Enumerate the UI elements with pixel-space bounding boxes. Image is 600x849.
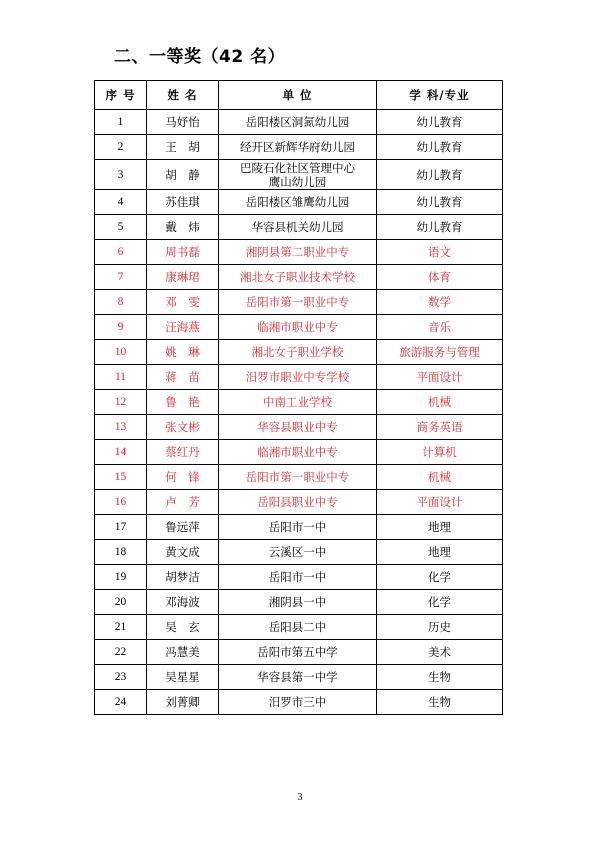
row-subject: 美术 — [377, 640, 503, 665]
row-unit: 湘北女子职业技术学校 — [219, 265, 377, 290]
table-row — [95, 265, 503, 290]
row-number: 12 — [95, 390, 147, 415]
row-unit: 临湘市职业中专 — [219, 440, 377, 465]
row-number: 15 — [95, 465, 147, 490]
row-unit: 湘阴县一中 — [219, 590, 377, 615]
row-name: 胡梦洁 — [147, 565, 219, 590]
table-header-row — [95, 81, 503, 110]
row-subject: 机械 — [377, 465, 503, 490]
row-subject: 旅游服务与管理 — [377, 340, 503, 365]
row-unit — [219, 160, 377, 190]
table-row — [95, 340, 503, 365]
row-subject: 历史 — [377, 615, 503, 640]
row-subject: 音乐 — [377, 315, 503, 340]
row-subject: 商务英语 — [377, 415, 503, 440]
row-name: 鲁远萍 — [147, 515, 219, 540]
row-name: 苏佳琪 — [147, 190, 219, 215]
row-unit: 华容县机关幼儿园 — [219, 215, 377, 240]
row-number: 8 — [95, 290, 147, 315]
table-row — [95, 490, 503, 515]
row-number: 16 — [95, 490, 147, 515]
row-number: 6 — [95, 240, 147, 265]
table-row — [95, 215, 503, 240]
header-name: 姓 名 — [147, 81, 219, 110]
row-unit: 汨罗市职业中专学校 — [219, 365, 377, 390]
table-row — [95, 110, 503, 135]
row-name: 康琳珺 — [147, 265, 219, 290]
row-name: 汪海燕 — [147, 315, 219, 340]
row-unit: 岳阳市第一职业中专 — [219, 465, 377, 490]
row-unit: 岳阳县职业中专 — [219, 490, 377, 515]
row-unit: 岳阳楼区雏鹰幼儿园 — [219, 190, 377, 215]
row-number: 10 — [95, 340, 147, 365]
row-unit: 经开区新辉华府幼儿园 — [219, 135, 377, 160]
row-number: 4 — [95, 190, 147, 215]
row-name: 吴 玄 — [147, 615, 219, 640]
table-row — [95, 190, 503, 215]
header-subject: 学 科/专业 — [377, 81, 503, 110]
row-number: 21 — [95, 615, 147, 640]
row-number: 19 — [95, 565, 147, 590]
row-name: 邓海波 — [147, 590, 219, 615]
row-number: 7 — [95, 265, 147, 290]
awards-table — [94, 80, 503, 715]
header-unit: 单 位 — [219, 81, 377, 110]
row-unit-line: 巴陵石化社区管理中心 — [240, 160, 355, 175]
table-row — [95, 160, 503, 190]
table-row — [95, 515, 503, 540]
table-row — [95, 390, 503, 415]
header-number: 序 号 — [95, 81, 147, 110]
row-number: 14 — [95, 440, 147, 465]
table-row — [95, 640, 503, 665]
row-subject: 平面设计 — [377, 490, 503, 515]
row-name: 卢 芳 — [147, 490, 219, 515]
table-row — [95, 365, 503, 390]
row-unit: 汨罗市三中 — [219, 690, 377, 715]
row-name: 胡 静 — [147, 160, 219, 190]
table-row — [95, 590, 503, 615]
row-subject: 幼儿教育 — [377, 215, 503, 240]
table-row — [95, 135, 503, 160]
row-name: 张文彬 — [147, 415, 219, 440]
row-name: 马妤怡 — [147, 110, 219, 135]
row-name: 黄文成 — [147, 540, 219, 565]
row-number: 23 — [95, 665, 147, 690]
section-heading: 二、一等奖（42 名） — [114, 47, 286, 67]
table-row — [95, 565, 503, 590]
row-unit: 湘北女子职业学校 — [219, 340, 377, 365]
table-row — [95, 540, 503, 565]
row-subject: 生物 — [377, 665, 503, 690]
row-subject: 体育 — [377, 265, 503, 290]
table-body — [95, 110, 503, 715]
row-number: 9 — [95, 315, 147, 340]
row-number: 1 — [95, 110, 147, 135]
row-subject: 化学 — [377, 565, 503, 590]
row-subject: 幼儿教育 — [377, 190, 503, 215]
row-unit: 岳阳市一中 — [219, 565, 377, 590]
row-unit: 华容县职业中专 — [219, 415, 377, 440]
row-subject: 幼儿教育 — [377, 160, 503, 190]
row-number: 20 — [95, 590, 147, 615]
table-row — [95, 440, 503, 465]
row-name: 鲁 艳 — [147, 390, 219, 415]
row-number: 11 — [95, 365, 147, 390]
row-number: 17 — [95, 515, 147, 540]
row-number: 2 — [95, 135, 147, 160]
row-number: 3 — [95, 160, 147, 190]
row-number: 24 — [95, 690, 147, 715]
row-number: 18 — [95, 540, 147, 565]
row-unit: 临湘市职业中专 — [219, 315, 377, 340]
row-subject: 生物 — [377, 690, 503, 715]
row-subject: 平面设计 — [377, 365, 503, 390]
row-unit: 岳阳市第五中学 — [219, 640, 377, 665]
row-name: 王 胡 — [147, 135, 219, 160]
row-name: 何 锋 — [147, 465, 219, 490]
row-subject: 地理 — [377, 515, 503, 540]
row-name: 蔡红丹 — [147, 440, 219, 465]
row-subject: 幼儿教育 — [377, 110, 503, 135]
row-number: 13 — [95, 415, 147, 440]
table-row — [95, 665, 503, 690]
row-unit: 中南工业学校 — [219, 390, 377, 415]
row-unit: 岳阳楼区洞氮幼儿园 — [219, 110, 377, 135]
table-row — [95, 690, 503, 715]
row-subject: 数学 — [377, 290, 503, 315]
row-name: 刘菁卿 — [147, 690, 219, 715]
row-name: 邓 雯 — [147, 290, 219, 315]
row-unit: 华容县第一中学 — [219, 665, 377, 690]
row-unit: 岳阳市一中 — [219, 515, 377, 540]
row-subject: 幼儿教育 — [377, 135, 503, 160]
table-row — [95, 615, 503, 640]
row-subject: 语文 — [377, 240, 503, 265]
row-subject: 地理 — [377, 540, 503, 565]
row-number: 5 — [95, 215, 147, 240]
row-unit-line: 鹰山幼儿园 — [268, 174, 327, 189]
row-name: 吴星星 — [147, 665, 219, 690]
row-subject: 计算机 — [377, 440, 503, 465]
row-number: 22 — [95, 640, 147, 665]
row-name: 冯慧美 — [147, 640, 219, 665]
row-unit: 岳阳市第一职业中专 — [219, 290, 377, 315]
row-name: 周书磊 — [147, 240, 219, 265]
page-number: 3 — [297, 792, 303, 803]
row-name: 戴 炜 — [147, 215, 219, 240]
row-subject: 化学 — [377, 590, 503, 615]
row-unit: 岳阳县二中 — [219, 615, 377, 640]
table-row — [95, 290, 503, 315]
table-row — [95, 415, 503, 440]
row-subject: 机械 — [377, 390, 503, 415]
row-name: 姚 琳 — [147, 340, 219, 365]
table-row — [95, 240, 503, 265]
row-unit: 云溪区一中 — [219, 540, 377, 565]
table-row — [95, 465, 503, 490]
row-name: 蒋 苗 — [147, 365, 219, 390]
row-unit: 湘阴县第二职业中专 — [219, 240, 377, 265]
table-row — [95, 315, 503, 340]
